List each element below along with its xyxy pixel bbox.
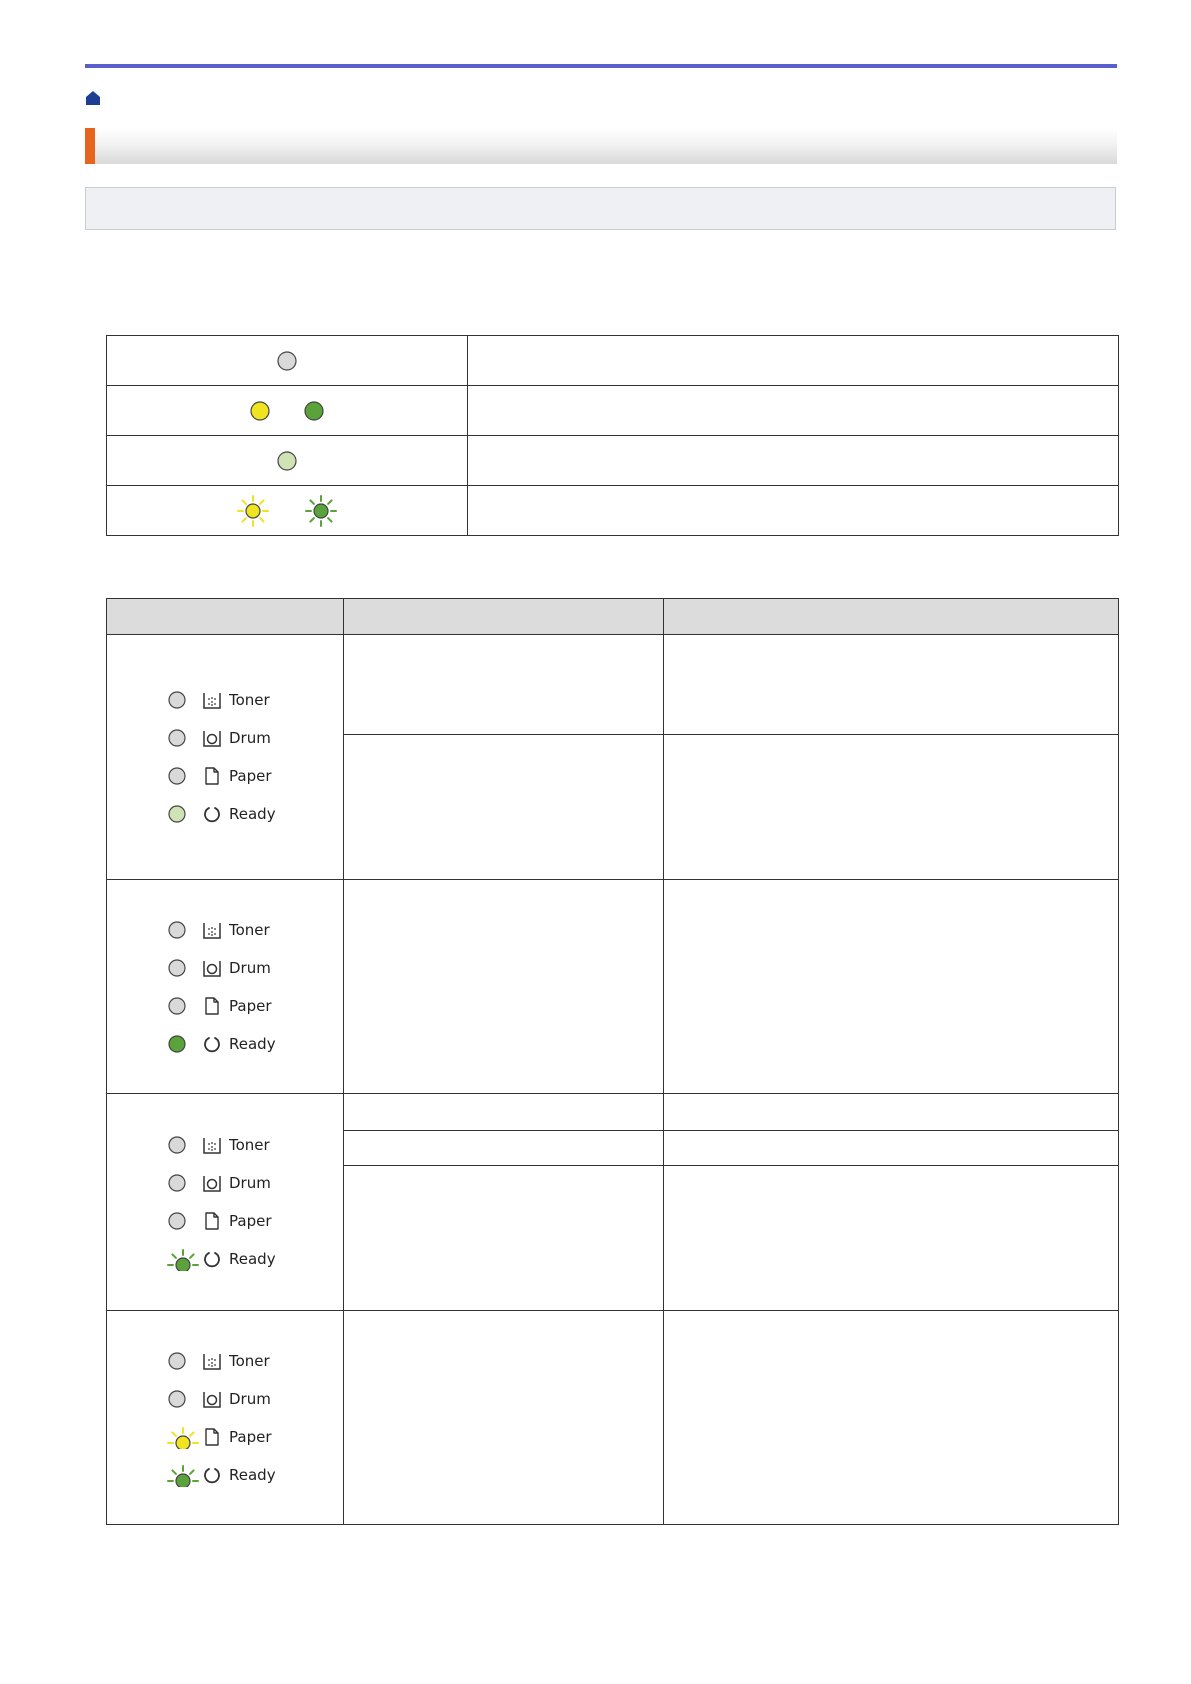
led-label-toner: Toner [229,1136,270,1154]
title-accent [85,128,95,164]
description-cell [664,635,1119,735]
led-row-toner [165,1342,295,1380]
status-cell [344,1166,664,1311]
status-cell [344,1131,664,1166]
led-panel [155,681,295,833]
led-row-ready [165,1025,295,1063]
led-legend-table [106,335,1119,536]
led-label-drum: Drum [229,729,271,747]
led-ready-icon [165,802,201,826]
led-toner-icon [165,1349,201,1373]
led-row-drum [165,949,295,987]
led-yellow-blink-icon [233,491,273,531]
led-label-drum: Drum [229,1389,271,1408]
legend-row [107,336,1119,386]
led-row-paper [165,987,295,1025]
led-label-paper: Paper [229,996,272,1015]
led-yellow-on-icon [247,398,273,424]
paper-symbol-icon [201,1426,223,1448]
led-ready-icon [165,1463,201,1487]
drum-symbol-icon [201,1172,223,1194]
led-label-paper: Paper [229,1212,272,1230]
drum-symbol-icon [201,1388,223,1410]
led-toner-icon [165,688,201,712]
led-label-ready: Ready [229,1465,276,1484]
led-toner-icon [165,918,201,942]
led-panel-cell [107,1311,344,1525]
toner-symbol-icon [201,1350,223,1372]
description-cell [664,880,1119,1094]
led-drum-icon [165,1171,201,1195]
legend-icon-cell [107,386,468,436]
led-green-on-icon [301,398,327,424]
legend-icon-cell [107,336,468,386]
toner-symbol-icon [201,1134,223,1156]
header-cell-status [344,599,664,635]
paper-symbol-icon [201,1210,223,1232]
legend-icon-cell [107,436,468,486]
led-label-drum: Drum [229,958,271,977]
legend-row [107,486,1119,536]
status-cell [344,1094,664,1131]
description-cell [664,1094,1119,1131]
led-ready-icon [165,1032,201,1056]
led-row-drum [165,1380,295,1418]
led-paper-icon [165,1209,201,1233]
led-label-ready: Ready [229,1034,276,1053]
toner-symbol-icon [201,919,223,941]
description-cell [664,1166,1119,1311]
legend-desc-cell [468,386,1119,436]
paper-symbol-icon [201,995,223,1017]
ready-symbol-icon [201,803,223,825]
led-panel [155,1342,295,1494]
led-label-toner: Toner [229,1351,270,1370]
info-box [85,187,1116,230]
status-cell [344,635,664,735]
led-label-paper: Paper [229,1427,272,1446]
ready-symbol-icon [201,1464,223,1486]
table-row [107,1311,1119,1525]
drum-symbol-icon [201,727,223,749]
led-paper-icon [165,764,201,788]
table-header-row [107,599,1119,635]
led-label-drum: Drum [229,1174,271,1192]
description-cell [664,1131,1119,1166]
table-row [107,635,1119,735]
led-panel [155,911,295,1063]
led-toner-icon [165,1133,201,1157]
led-row-toner [165,911,295,949]
led-ready-icon [165,1247,201,1271]
led-drum-icon [165,1387,201,1411]
led-dim-green-icon [274,448,300,474]
led-label-paper: Paper [229,767,272,785]
led-row-paper [165,757,295,795]
legend-desc-cell [468,436,1119,486]
led-row-ready [165,795,295,833]
led-panel-cell [107,1094,344,1311]
description-cell [664,1311,1119,1525]
header-cell-led [107,599,344,635]
home-icon[interactable] [85,90,101,106]
top-rule [85,64,1117,68]
led-row-paper [165,1202,295,1240]
led-panel-cell [107,635,344,880]
header-cell-description [664,599,1119,635]
led-row-ready [165,1240,295,1278]
led-row-ready [165,1456,295,1494]
led-green-blink-icon [301,491,341,531]
led-row-toner [165,681,295,719]
legend-desc-cell [468,486,1119,536]
led-drum-icon [165,956,201,980]
paper-symbol-icon [201,765,223,787]
ready-symbol-icon [201,1033,223,1055]
led-row-drum [165,1164,295,1202]
led-panel [155,1126,295,1278]
page-title-bar [85,128,1117,164]
led-label-ready: Ready [229,1250,276,1268]
description-cell [664,735,1119,880]
led-label-toner: Toner [229,920,270,939]
table-row [107,880,1119,1094]
led-label-ready: Ready [229,805,276,823]
table-row [107,1094,1119,1131]
led-panel-cell [107,880,344,1094]
drum-symbol-icon [201,957,223,979]
legend-icon-cell [107,486,468,536]
toner-symbol-icon [201,689,223,711]
legend-row [107,386,1119,436]
led-row-drum [165,719,295,757]
led-off-icon [274,348,300,374]
led-status-table [106,598,1119,1525]
status-cell [344,735,664,880]
status-cell [344,1311,664,1525]
led-paper-icon [165,1425,201,1449]
led-drum-icon [165,726,201,750]
led-row-toner [165,1126,295,1164]
legend-desc-cell [468,336,1119,386]
led-label-toner: Toner [229,691,270,709]
led-paper-icon [165,994,201,1018]
legend-row [107,436,1119,486]
status-cell [344,880,664,1094]
ready-symbol-icon [201,1248,223,1270]
led-row-paper [165,1418,295,1456]
